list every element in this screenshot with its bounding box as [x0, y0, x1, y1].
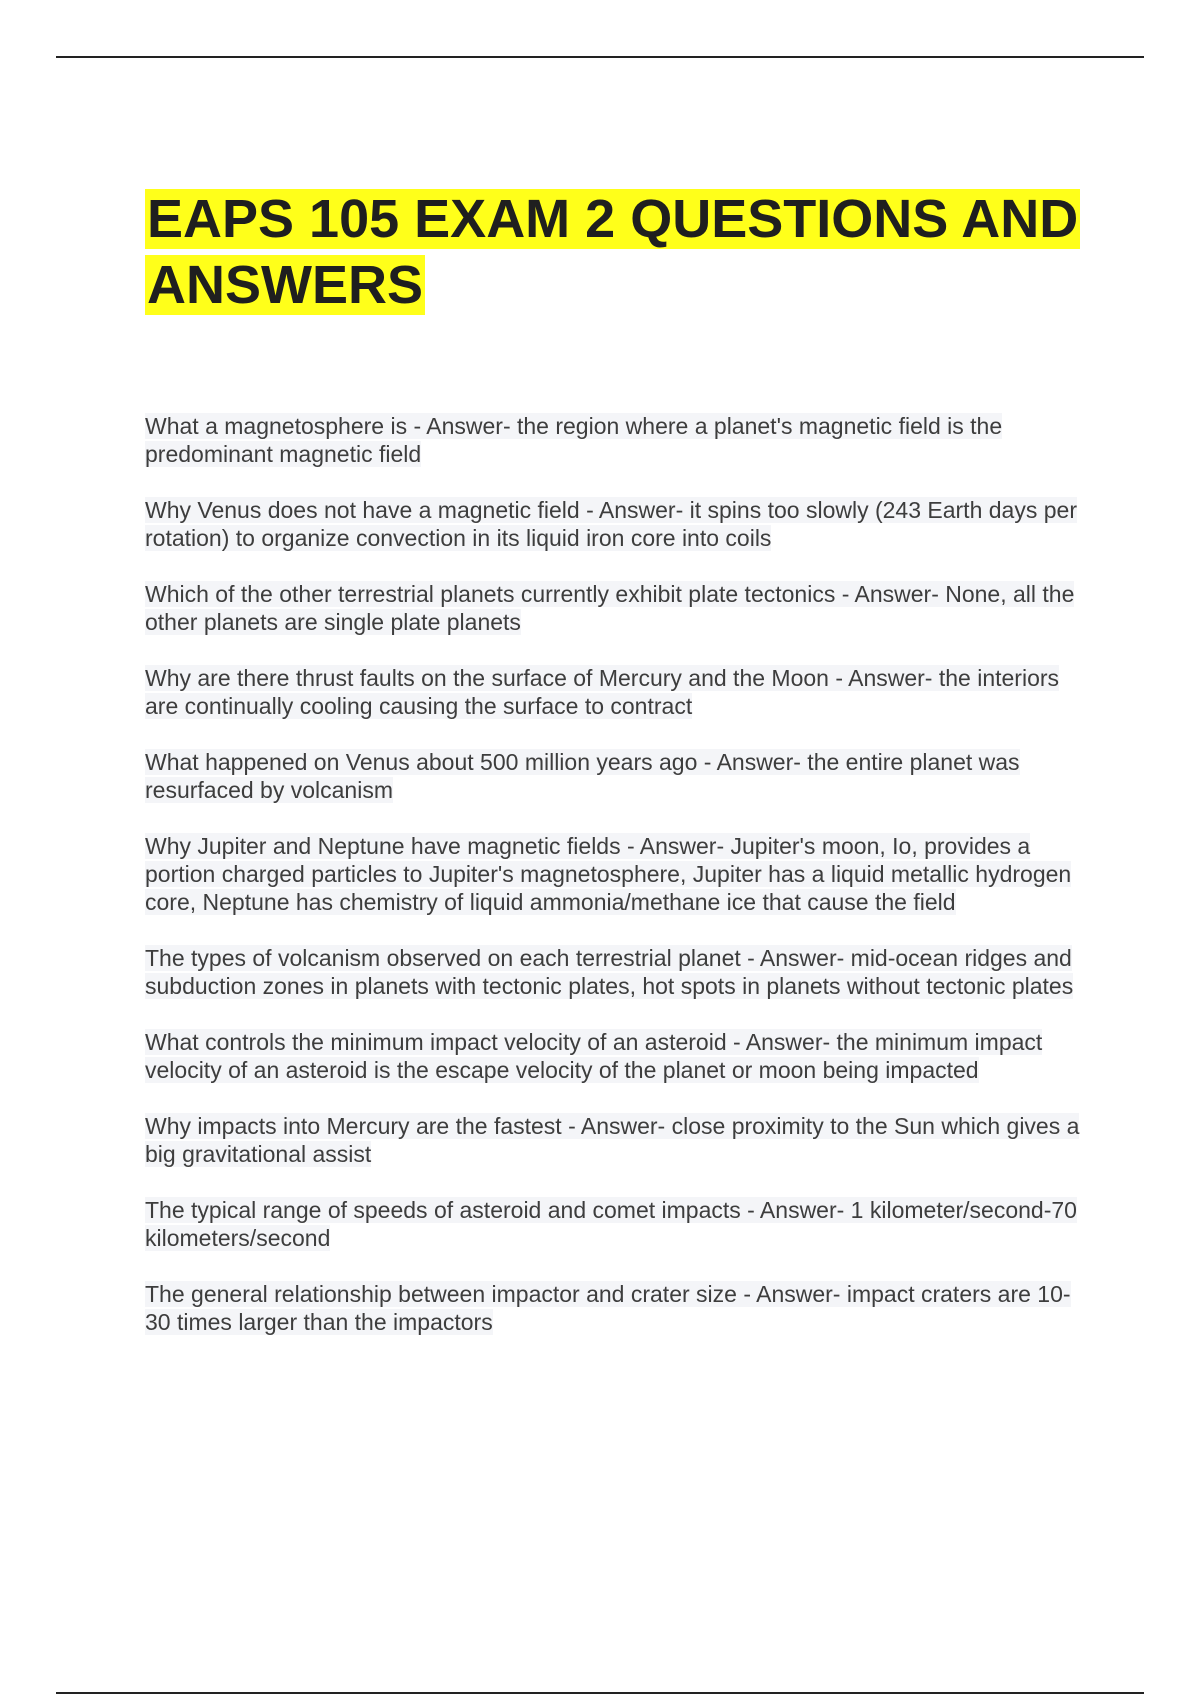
qa-text: What happened on Venus about 500 million years ago - Answer- the entire planet was resurfaced by volcanism: [145, 749, 1020, 803]
qa-text: Why Venus does not have a magnetic field - Answer- it spins too slowly (243 Earth days per rotation) to organize convection in its liquid iron core into coils: [145, 497, 1077, 551]
qa-item: [145, 1280, 1091, 1336]
qa-text: Why impacts into Mercury are the fastest - Answer- close proximity to the Sun which gives a big gravitational assist: [145, 1113, 1080, 1167]
qa-text: Why are there thrust faults on the surface of Mercury and the Moon - Answer- the interiors are continually cooling causing the surface to contract: [145, 665, 1060, 719]
qa-text: The typical range of speeds of asteroid and comet impacts - Answer- 1 kilometer/second-70 kilometers/second: [145, 1197, 1077, 1251]
qa-text: The types of volcanism observed on each terrestrial planet - Answer- mid-ocean ridges and subduction zones in planets with tectonic plates, hot spots in planets without tectonic plates: [145, 945, 1074, 999]
qa-item: [145, 580, 1091, 636]
qa-item: [145, 748, 1091, 804]
title-block: [145, 186, 1125, 318]
qa-item: [145, 1196, 1091, 1252]
qa-item: [145, 496, 1091, 552]
top-rule: [56, 56, 1144, 58]
qa-list: [145, 412, 1091, 1364]
qa-item: [145, 944, 1091, 1000]
qa-item: [145, 1028, 1091, 1084]
qa-text: What a magnetosphere is - Answer- the region where a planet's magnetic field is the predominant magnetic field: [145, 413, 1003, 467]
qa-text: Why Jupiter and Neptune have magnetic fields - Answer- Jupiter's moon, Io, provides a portion charged particles to Jupiter's magnetosphere, Jupiter has a liquid metallic hydrogen core, Neptune has chemistry of liquid ammonia/methane ice that cause the field: [145, 833, 1072, 915]
qa-text: Which of the other terrestrial planets currently exhibit plate tectonics - Answer- None, all the other planets are single plate planets: [145, 581, 1075, 635]
qa-item: [145, 412, 1091, 468]
document-title: [145, 186, 1125, 318]
qa-item: [145, 832, 1091, 916]
bottom-rule: [56, 1692, 1144, 1694]
qa-text: What controls the minimum impact velocity of an asteroid - Answer- the minimum impact velocity of an asteroid is the escape velocity of the planet or moon being impacted: [145, 1029, 1043, 1083]
title-highlight: EAPS 105 EXAM 2 QUESTIONS AND ANSWERS: [147, 189, 1079, 315]
qa-text: The general relationship between impactor and crater size - Answer- impact craters are 10-30 times larger than the impactors: [145, 1281, 1071, 1335]
qa-item: [145, 664, 1091, 720]
qa-item: [145, 1112, 1091, 1168]
